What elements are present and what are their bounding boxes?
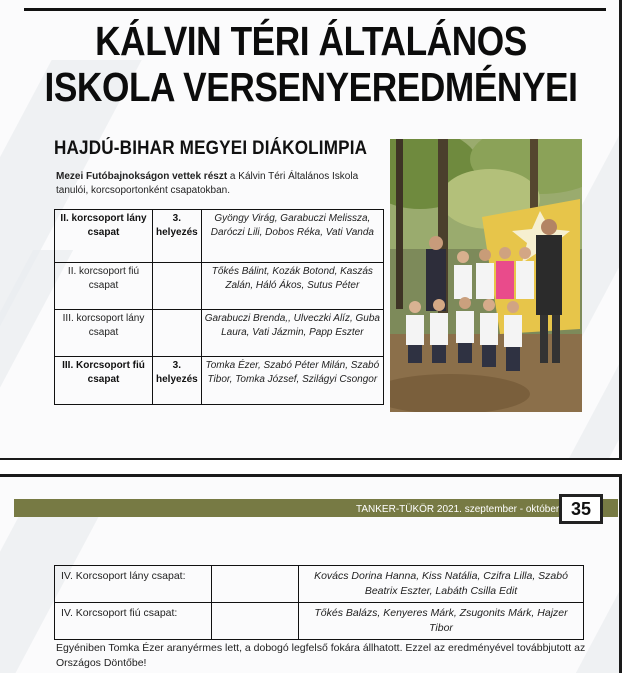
names-cell: Tőkés Balázs, Kenyeres Márk, Zsugonits Márk, Hajzer Tibor bbox=[299, 603, 584, 640]
place-cell: 3. helyezés bbox=[153, 357, 202, 405]
intro-paragraph bbox=[56, 170, 384, 197]
place-cell bbox=[153, 310, 202, 357]
category-cell: IV. Korcsoport lány csapat: bbox=[55, 566, 212, 603]
title-line-1: KÁLVIN TÉRI ÁLTALÁNOS bbox=[95, 18, 527, 64]
table-row bbox=[55, 603, 584, 640]
title-line-2: ISKOLA VERSENYEREDMÉNYEI bbox=[44, 64, 578, 110]
place-cell bbox=[212, 566, 299, 603]
table-row bbox=[55, 310, 384, 357]
place-cell: 3. helyezés bbox=[153, 210, 202, 263]
results-table-1 bbox=[54, 209, 384, 405]
page-number: 35 bbox=[559, 494, 603, 524]
intro-rest: a Kálvin Téri Általános Iskola tanulói, korcsoportonként csapatokban. bbox=[56, 171, 359, 196]
category-cell: II. korcsoport fiú csapat bbox=[55, 263, 153, 310]
names-cell: Tomka Ézer, Szabó Péter Milán, Szabó Tibor, Tomka József, Szilágyi Csongor bbox=[201, 357, 383, 405]
results-table-2 bbox=[54, 565, 584, 640]
page-title bbox=[44, 18, 579, 110]
place-cell bbox=[153, 263, 202, 310]
magazine-page-2 bbox=[0, 474, 622, 673]
table-row bbox=[55, 263, 384, 310]
section-subtitle: HAJDÚ-BIHAR MEGYEI DIÁKOLIMPIA bbox=[54, 138, 368, 159]
top-rule bbox=[24, 8, 606, 11]
category-cell: IV. Korcsoport fiú csapat: bbox=[55, 603, 212, 640]
category-cell: II. korcsoport lány csapat bbox=[55, 210, 153, 263]
place-cell bbox=[212, 603, 299, 640]
names-cell: Garabuczi Brenda,, Ulveczki Alíz, Guba Laura, Vati Jázmin, Papp Eszter bbox=[201, 310, 383, 357]
team-photo-image bbox=[390, 139, 582, 412]
names-cell: Gyöngy Virág, Garabuczi Melissza, Daróczi Lili, Dobos Réka, Vati Vanda bbox=[201, 210, 383, 263]
footer-paragraph: Egyéniben Tomka Ézer aranyérmes lett, a dobogó legfelső fokára állhatott. Ezzel az eredményével továbbjutott az Országos Döntőbe! bbox=[56, 642, 586, 669]
category-cell: III. Korcsoport fiú csapat bbox=[55, 357, 153, 405]
intro-bold: Mezei Futóbajnokságon vettek részt bbox=[56, 171, 228, 182]
names-cell: Kovács Dorina Hanna, Kiss Natália, Czifra Lilla, Szabó Beatrix Eszter, Labáth Csilla Edit bbox=[299, 566, 584, 603]
table-row bbox=[55, 210, 384, 263]
header-text: TANKER-TÜKÖR 2021. szeptember - október bbox=[356, 504, 560, 515]
category-cell: III. korcsoport lány csapat bbox=[55, 310, 153, 357]
names-cell: Tőkés Bálint, Kozák Botond, Kaszás Zalán, Háló Ákos, Sutus Péter bbox=[201, 263, 383, 310]
table-row bbox=[55, 566, 584, 603]
team-photo bbox=[390, 139, 582, 412]
table-row bbox=[55, 357, 384, 405]
